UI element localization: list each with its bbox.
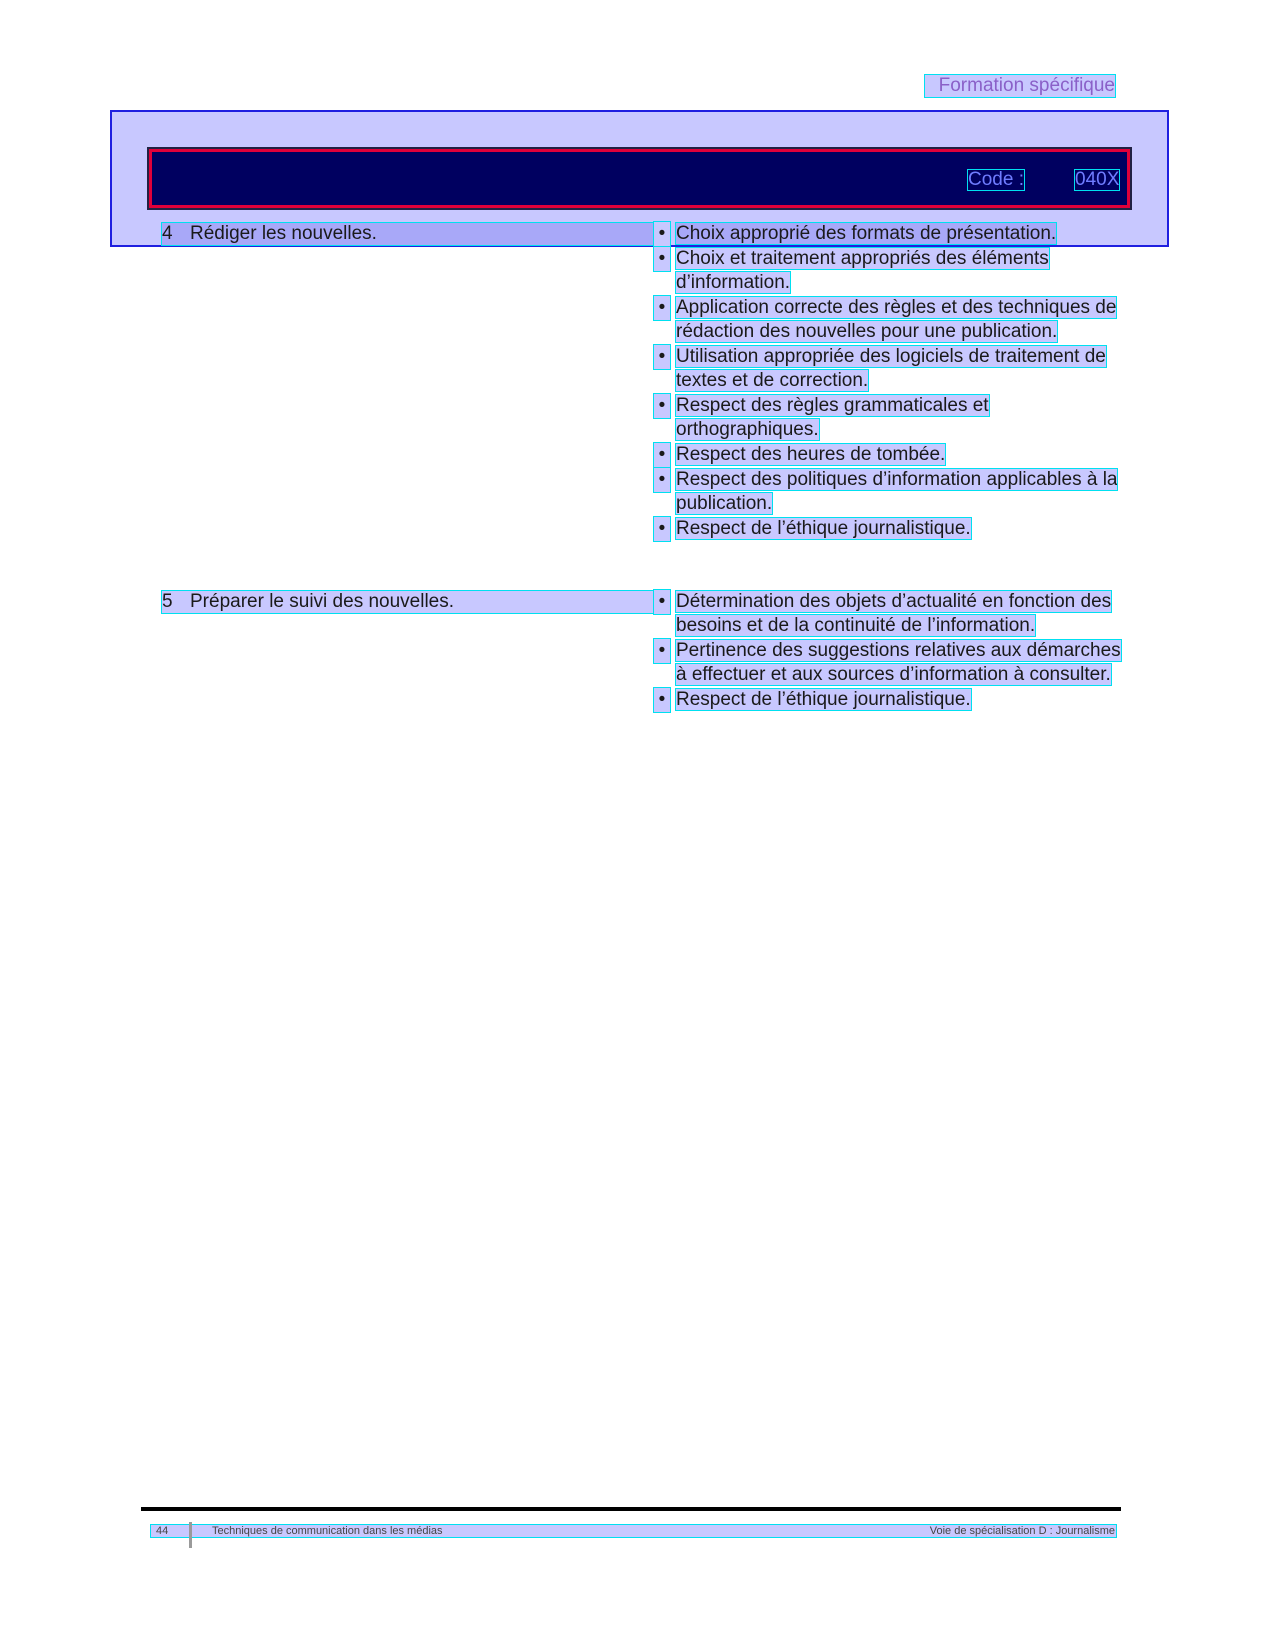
criteria-list-4 bbox=[654, 222, 1124, 542]
criterion-item: • Application correcte des règles et des techniques de rédaction des nouvelles pour une publication. bbox=[654, 296, 1124, 344]
specialization-label: Voie de spécialisation D : Journalisme bbox=[929, 1525, 1115, 1537]
bullet-icon: • bbox=[654, 468, 670, 492]
element-row-4 bbox=[162, 223, 660, 245]
code-value: 040X bbox=[1075, 169, 1120, 190]
criteria-list-5 bbox=[654, 590, 1124, 713]
element-label: Rédiger les nouvelles. bbox=[190, 223, 377, 244]
page-number: 44 bbox=[156, 1525, 169, 1537]
bullet-icon: • bbox=[654, 443, 670, 467]
bullet-icon: • bbox=[654, 394, 670, 418]
bullet-icon: • bbox=[654, 590, 670, 614]
bullet-icon: • bbox=[654, 639, 670, 663]
code-label: Code : bbox=[968, 169, 1024, 190]
element-number: 5 bbox=[162, 591, 173, 612]
bullet-icon: • bbox=[654, 517, 670, 541]
program-title: Techniques de communication dans les médias bbox=[212, 1525, 443, 1537]
criterion-item: • Respect des heures de tombée. bbox=[654, 443, 1124, 467]
criterion-item: • Respect des politiques d’information applicables à la publication. bbox=[654, 468, 1124, 516]
element-number: 4 bbox=[162, 223, 173, 244]
footer-rule bbox=[141, 1507, 1121, 1511]
bullet-icon: • bbox=[654, 247, 670, 271]
criterion-item: • Pertinence des suggestions relatives aux démarches à effectuer et aux sources d’information à consulter. bbox=[654, 639, 1124, 687]
criterion-item: • Choix approprié des formats de présentation. bbox=[654, 222, 1124, 246]
bullet-icon: • bbox=[654, 688, 670, 712]
criterion-item: • Respect de l’éthique journalistique. bbox=[654, 688, 1124, 712]
element-label: Préparer le suivi des nouvelles. bbox=[190, 591, 455, 612]
criterion-item: • Utilisation appropriée des logiciels de traitement de textes et de correction. bbox=[654, 345, 1124, 393]
running-header: Formation spécifique bbox=[925, 75, 1115, 97]
bullet-icon: • bbox=[654, 296, 670, 320]
bullet-icon: • bbox=[654, 345, 670, 369]
criterion-item: • Détermination des objets d’actualité en fonction des besoins et de la continuité de l’information. bbox=[654, 590, 1124, 638]
criterion-item: • Respect des règles grammaticales et orthographiques. bbox=[654, 394, 1124, 442]
bullet-icon: • bbox=[654, 222, 670, 246]
criterion-item: • Choix et traitement appropriés des éléments d’information. bbox=[654, 247, 1124, 295]
footer-divider bbox=[189, 1522, 192, 1548]
criterion-item: • Respect de l’éthique journalistique. bbox=[654, 517, 1124, 541]
element-row-5 bbox=[162, 591, 660, 613]
